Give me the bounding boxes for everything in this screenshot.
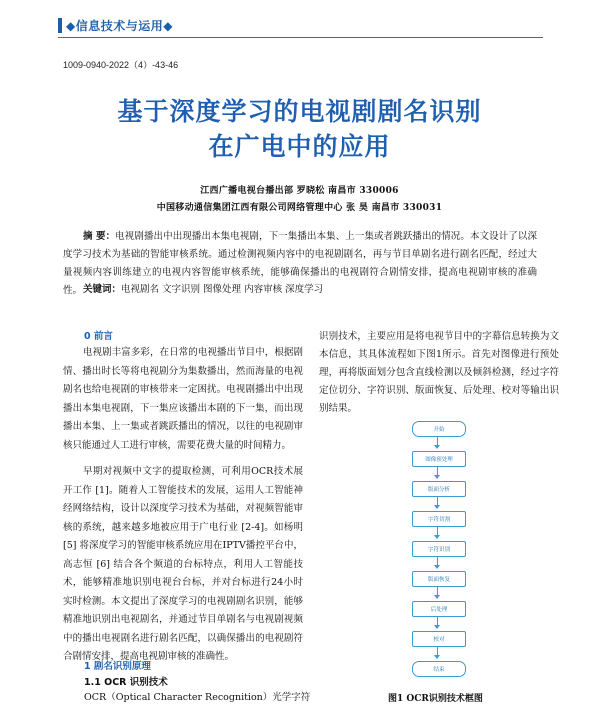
flowchart-arrow (437, 497, 438, 508)
flowchart-arrow (437, 647, 438, 658)
flowchart-arrow (437, 557, 438, 568)
author-line-2: 中国移动通信集团江西有限公司网络管理中心 张 昊 南昌市 330031 (156, 203, 443, 213)
right-column-paragraph: 识别技术，主要应用是将电视节目中的字幕信息转换为文本信息，其具体流程如下图1所示。首先对图像进行预处理，再将版面划分包含直线检测以及倾斜检测，经过字符定位切分、字符识别、版面恢复、后处理、校对等输出识别结果。 (319, 331, 559, 414)
figure-1-caption: 图1 OCR识别技术框图 (388, 694, 483, 704)
subsection-1-1-heading: 1.1 OCR 识别技术 (84, 677, 168, 688)
flowchart-step: 版面恢复 (412, 571, 466, 587)
header-rule (58, 37, 543, 38)
flowchart-step: 字符识别 (412, 541, 466, 557)
flowchart-step: 后处理 (412, 601, 466, 617)
section-0-heading: 0 前言 (84, 331, 113, 342)
flowchart-arrow (437, 437, 438, 448)
flowchart-step: 结束 (412, 661, 466, 677)
section-0-paragraph-1: 电视剧丰富多彩，在日常的电视播出节目中，根据剧情、播出时长等将电视剧分为集数播出，然而海量的电视剧名也给电视剧的审核带来一定困扰。电视剧播出中出现播出本集电视剧，下一集应该播出本剧的下一集，而出现播出本集、上一集或者跳跃播出的情况，以往的电视剧审核只能通过人工进行审核，需要花费大量的时间精力。 (63, 347, 303, 451)
keywords-text: 电视剧名 文字识别 图像处理 内容审核 深度学习 (121, 284, 324, 295)
abstract-label: 摘 要： (83, 231, 116, 242)
title-line-2: 在广电中的应用 (208, 132, 391, 161)
author-line-1: 江西广播电视台播出部 罗晓松 南昌市 330006 (200, 186, 399, 196)
flowchart-step: 图像预处理 (412, 451, 466, 467)
keywords-label: 关键词： (83, 284, 122, 295)
keywords (83, 281, 323, 295)
flowchart-arrow (437, 587, 438, 598)
section-0-paragraph-2: 早期对视频中文字的提取检测，可利用OCR技术展开工作 [1]。随着人工智能技术的发展，运用人工智能神经网络结构，设计以深度学习技术为基础，对视频智能审核的系统，越来越多地被应用于广电行业 [2-4]。如杨明 [5] 将深度学习的智能审核系统应用在IPTV播控平台中，高志恒 [6] 结合各个频道的台标特点，利用人工智能技术，能够精准地识别电视台台标，并对台标进行24小时实时检测。本文提出了深度学习的电视剧剧名识别，能够精准地识别出电视剧名，并通过节目单剧名与电视剧视频中的播出电视剧名进行剧名匹配，以确保播出的电视剧符合剧情安排，提高电视剧审核的准确性。 (63, 466, 303, 662)
section-1-paragraph-1: OCR（Optical Character Recognition）光学字符 (84, 692, 311, 703)
flowchart-arrow (437, 467, 438, 478)
title-line-1: 基于深度学习的电视剧剧名识别 (117, 97, 482, 126)
section-tag: ◆信息技术与运用◆ (66, 19, 173, 33)
doc-id: 1009-0940-2022（4）-43-46 (63, 60, 179, 70)
header-accent-bar (58, 18, 62, 33)
flowchart-step: 版面分析 (412, 481, 466, 497)
flowchart-step: 校对 (412, 631, 466, 647)
flowchart-step: 开始 (412, 421, 466, 437)
abstract-text: 电视剧播出中出现播出本集电视剧，下一集播出本集、上一集或者跳跃播出的情况。本文设计了以深度学习技术为基础的智能审核系统。通过检测视频内容中的电视剧剧名，再与节目单剧名进行剧名匹配，经过大量视频内容训练建立的电视内容智能审核系统，能够确保播出的电视剧符合剧情安排，提高电视剧审核的准确性。 (63, 231, 537, 296)
flowchart-arrow (437, 527, 438, 538)
flowchart-step: 字符切割 (412, 511, 466, 527)
section-1-heading: 1 剧名识别原理 (84, 661, 151, 672)
flowchart-arrow (437, 617, 438, 628)
